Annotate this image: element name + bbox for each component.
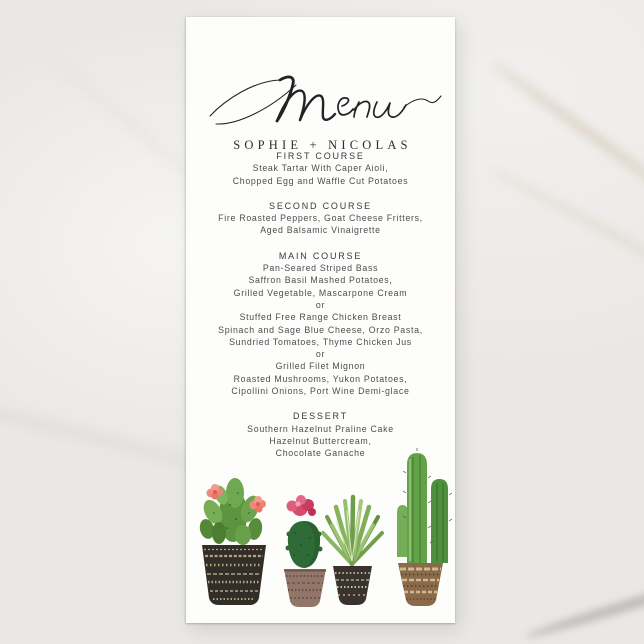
- menu-line: Aged Balsamic Vinaigrette: [260, 225, 381, 236]
- menu-line: Hazelnut Buttercream,: [269, 435, 372, 446]
- menu-line: Sundried Tomatoes, Thyme Chicken Jus: [229, 336, 412, 347]
- charcoal-patterned-pot-icon: [333, 566, 372, 605]
- course-heading: SECOND COURSE: [269, 200, 372, 211]
- marble-vein: [486, 165, 644, 312]
- flowering-barrel-cactus-icon: [284, 495, 326, 607]
- black-patterned-pot-icon: [202, 545, 266, 605]
- columnar-cactus-icon: [397, 448, 452, 606]
- prickly-pear-cactus-icon: [198, 478, 266, 605]
- menu-section: [186, 200, 455, 237]
- menu-line: Pan-Seared Striped Bass: [262, 263, 379, 274]
- menu-line: Spinach and Sage Blue Cheese, Orzo Pasta,: [218, 324, 423, 335]
- brown-patterned-pot-icon: [398, 563, 443, 606]
- menu-line: Roasted Mushrooms, Yukon Potatoes,: [233, 373, 408, 384]
- menu-line: Cipollini Onions, Port Wine Demi-glace: [231, 386, 410, 397]
- menu-line: Grilled Filet Mignon: [275, 361, 366, 372]
- menu-card: [186, 17, 455, 623]
- menu-line: or: [315, 299, 326, 310]
- menu-line: Grilled Vegetable, Mascarpone Cream: [233, 287, 408, 298]
- menu-line: Saffron Basil Mashed Potatoes,: [248, 275, 393, 286]
- menu-sections: [186, 150, 455, 473]
- marble-vein: [524, 561, 644, 642]
- menu-line: Steak Tartar With Caper Aioli,: [252, 163, 389, 174]
- menu-line: Stuffed Free Range Chicken Breast: [239, 312, 402, 323]
- menu-script-title: [192, 67, 442, 129]
- menu-section: [186, 150, 455, 187]
- menu-calligraphy-icon: [192, 67, 442, 129]
- agave-plant-icon: [323, 497, 382, 605]
- menu-line: Chocolate Ganache: [275, 448, 366, 459]
- course-heading: FIRST COURSE: [276, 151, 365, 161]
- mauve-patterned-pot-icon: [284, 569, 326, 607]
- menu-line: Chopped Egg and Waffle Cut Potatoes: [232, 175, 409, 186]
- menu-line: Southern Hazelnut Praline Cake: [247, 423, 394, 434]
- menu-line: Fire Roasted Peppers, Goat Cheese Fritters,: [218, 213, 423, 224]
- menu-section: [186, 250, 455, 398]
- marble-vein: [488, 58, 644, 206]
- menu-line: or: [315, 349, 326, 360]
- course-heading: DESSERT: [293, 411, 348, 422]
- pink-flower-icon: [287, 495, 317, 516]
- cacti-illustration: [186, 433, 455, 608]
- course-heading: MAIN COURSE: [278, 250, 363, 261]
- couple-names: SOPHIE + NICOLAS: [233, 138, 412, 152]
